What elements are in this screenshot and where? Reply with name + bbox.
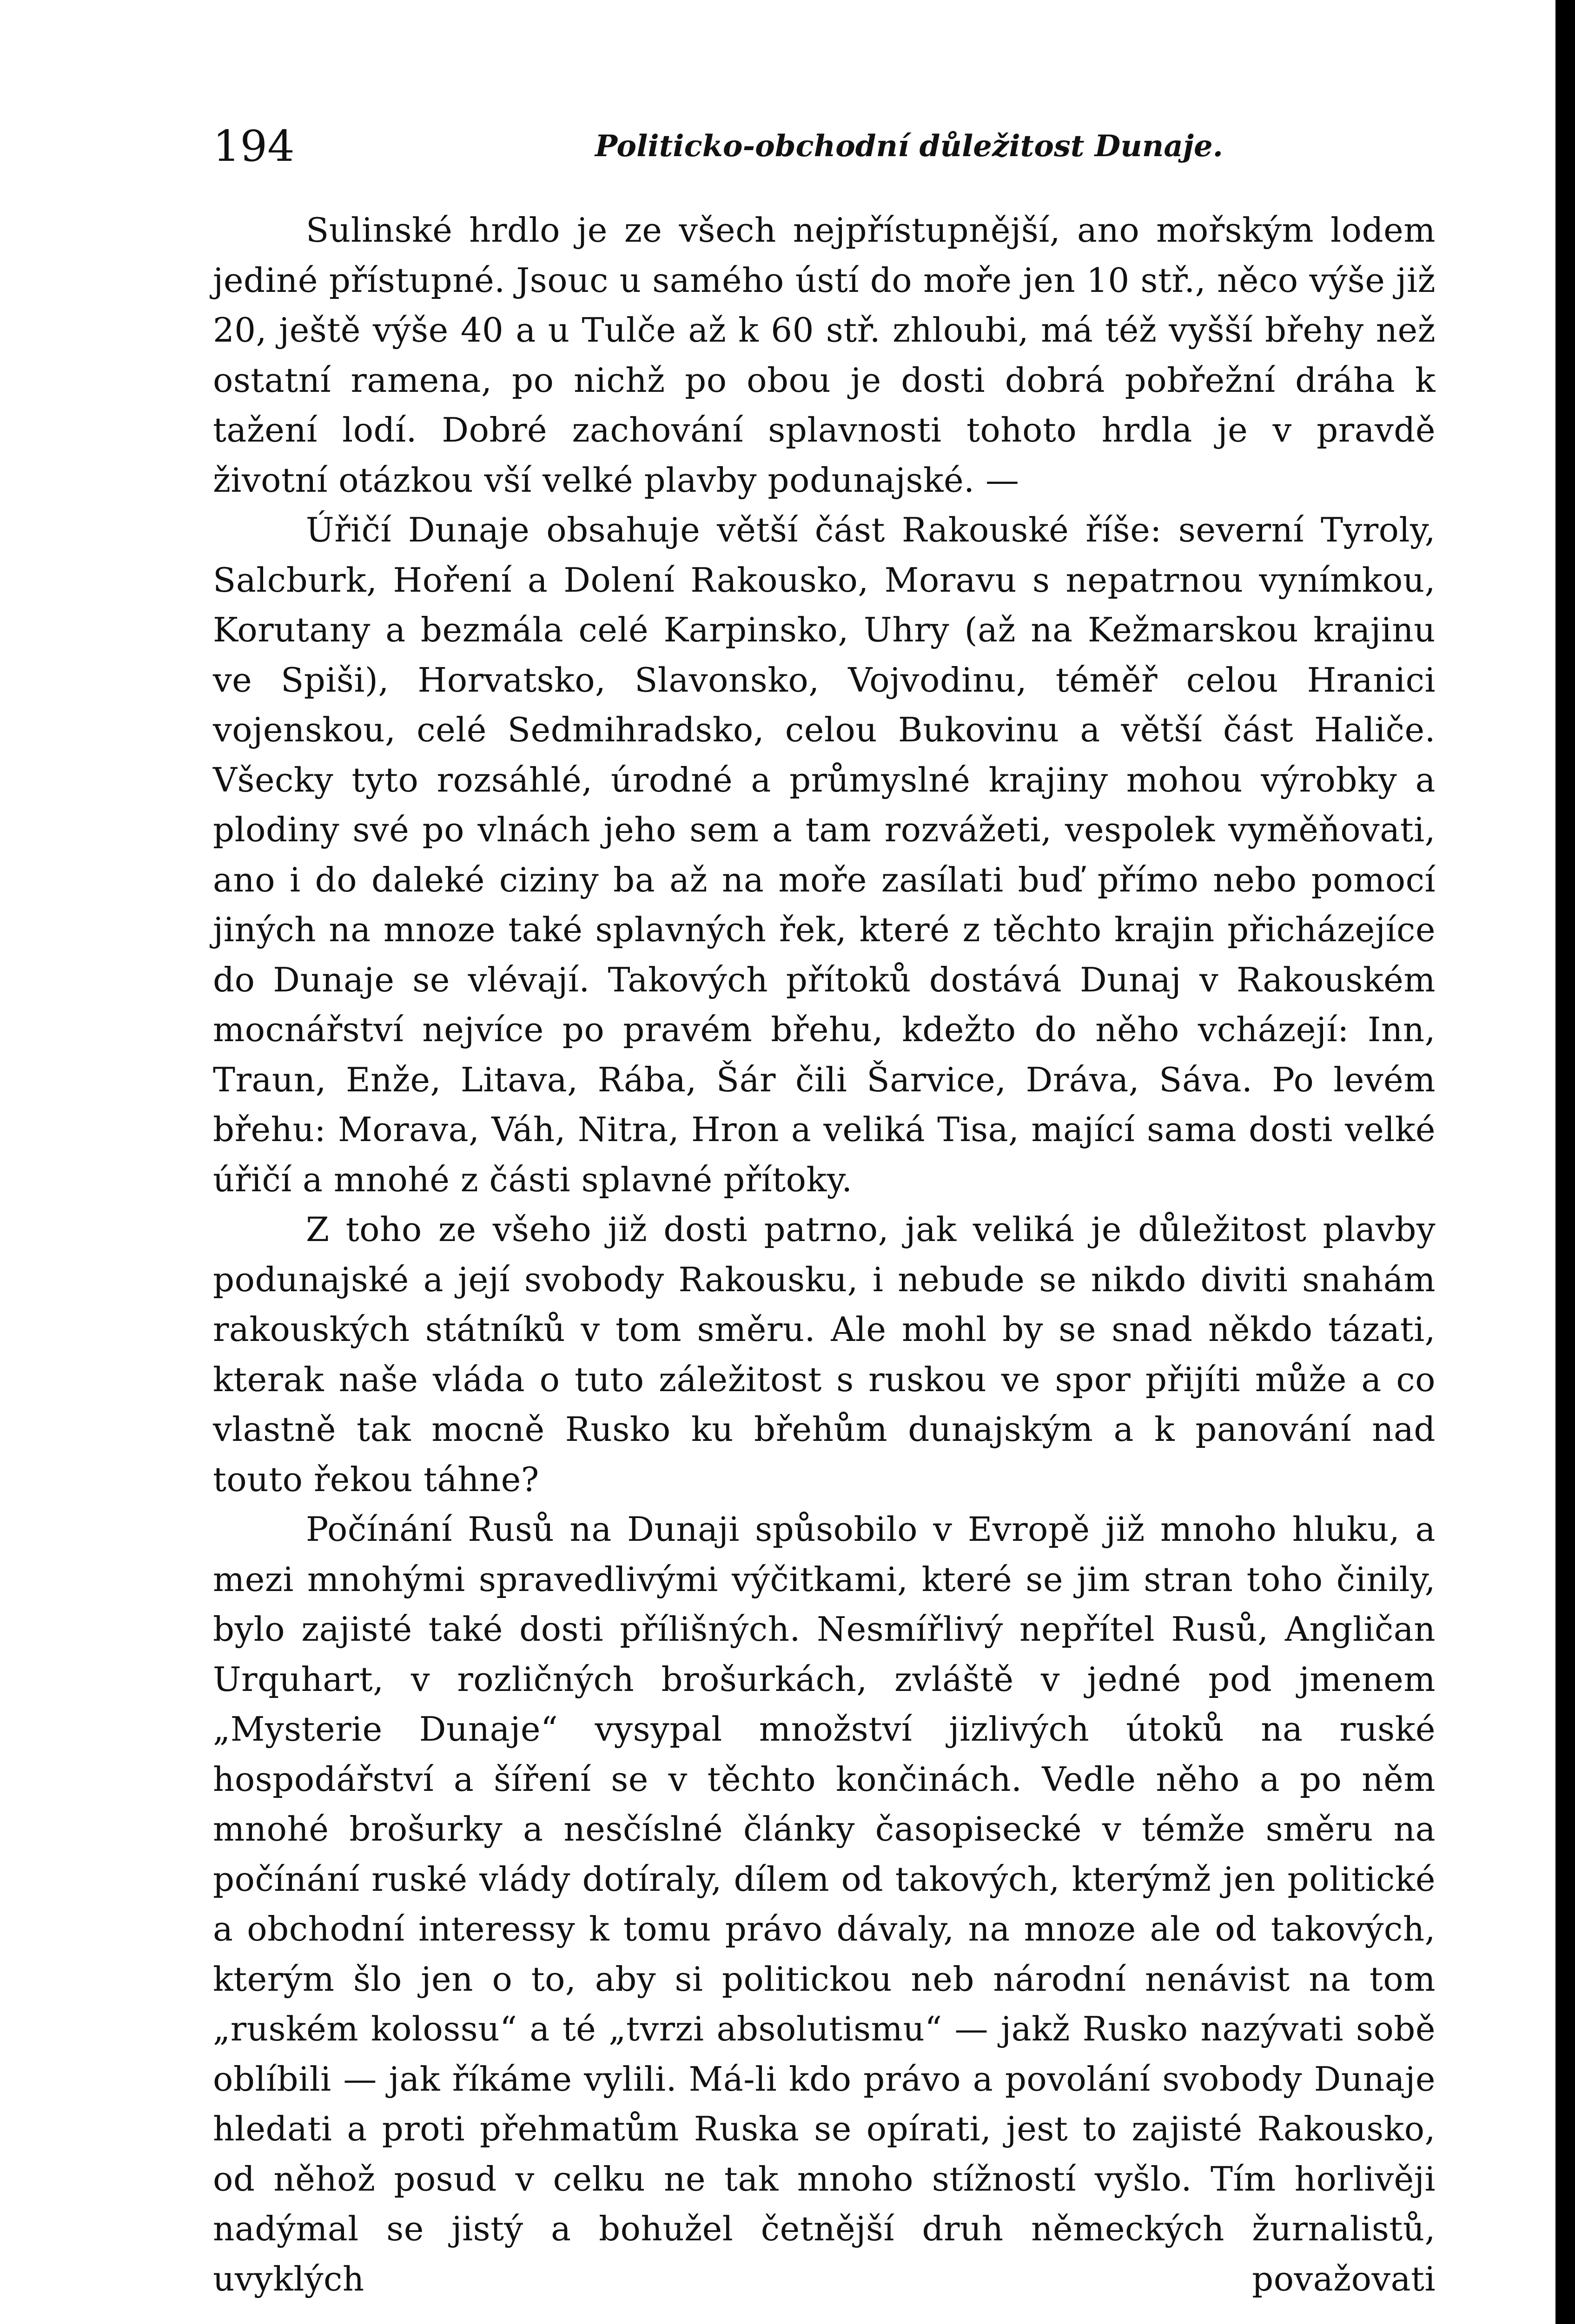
page-number: 194 xyxy=(213,121,295,171)
paragraph-russian-activity: Počínání Rusů na Dunaji spůsobilo v Evropě již mnoho hluku, a mezi mnohými spravedlivými výčitkami, které se jim stran toho činily, bylo zajisté také dosti přílišných. Nesmířlivý nepřítel Rusů, Angličan Urquhart, v rozličných brošurkách, zvláště v jedné pod jmenem „Mysterie Dunaje“ vysypal množství jizlivých útoků na ruské hospodářství a šíření se v těchto končinách. Vedle něho a po něm mnohé brošurky a nesčíslné články časopisecké v témže směru na počínání ruské vlády dotíraly, dílem od takových, kterýmž jen politické a obchodní interessy k tomu právo dávaly, na mnoze ale od takových, kterým šlo jen o to, aby si politickou neb národní nenávist na tom „ruském kolossu“ a té „tvrzi absolutismu“ — jakž Rusko nazývati sobě oblíbili — jak říkáme vylili. Má-li kdo právo a povolání svobody Dunaje hledati a proti přehmatům Ruska se opírati, jest to zajisté Rakousko, od něhož posud v celku ne tak mnoho stížností vyšlo. Tím horlivěji nadýmal se jistý a bohužel četnější druh německých žurnalistů, uvyklých považovati xyxy=(213,1510,1436,2298)
body-text xyxy=(213,205,1436,2304)
paragraph-austrian-interest: Z toho ze všeho již dosti patrno, jak veliká je důležitost plavby podunajské a její svobody Rakousku, i nebude se nikdo diviti snahám rakouských státníků v tom směru. Ale mohl by se snad někdo tázati, kterak naše vláda o tuto záležitost s ruskou ve spor přijíti může a co vlastně tak mocně Rusko ku břehům dunajským a k panování nad touto řekou táhne? xyxy=(213,1210,1436,1499)
paragraph-danube-basin: Úřičí Dunaje obsahuje větší část Rakouské říše: severní Tyroly, Salcburk, Hoření a Dolení Rakousko, Moravu s nepatrnou vynímkou, Korutany a bezmála celé Karpinsko, Uhry (až na Kežmarskou krajinu ve Spiši), Horvatsko, Slavonsko, Vojvodinu, téměř celou Hranici vojenskou, celé Sedmihradsko, celou Bukovinu a větší část Haliče. Všecky tyto rozsáhlé, úrodné a průmyslné krajiny mohou výrobky a plodiny své po vlnách jeho sem a tam rozvážeti, vespolek vyměňovati, ano i do daleké ciziny ba až na moře zasílati buď přímo nebo pomocí jiných na mnoze také splavných řek, které z těchto krajin přicházejíce do Dunaje se vlévají. Takových přítoků dostává Dunaj v Rakouském mocnářství nejvíce po pravém břehu, kdežto do něho vcházejí: Inn, Traun, Enže, Litava, Rába, Šár čili Šarvice, Dráva, Sáva. Po levém břehu: Morava, Váh, Nitra, Hron a veliká Tisa, mající sama dosti velké úřičí a mnohé z části splavné přítoky. xyxy=(213,510,1436,1199)
running-title: Politicko-obchodní důležitost Dunaje. xyxy=(595,129,1223,164)
page-edge-border xyxy=(1555,0,1575,2324)
paragraph-sulina-mouth: Sulinské hrdlo je ze všech nejpřístupnější, ano mořským lodem jediné přístupné. Jsouc u samého ústí do moře jen 10 stř., něco výše již 20, ještě výše 40 a u Tulče až k 60 stř. zhloubi, má též vyšší břehy než ostatní ramena, po nichž po obou je dosti dobrá pobřežní dráha k tažení lodí. Dobré zachování splavnosti tohoto hrdla je v pravdě životní otázkou vší velké plavby podunajské. — xyxy=(213,211,1436,500)
page-header xyxy=(213,116,1436,186)
